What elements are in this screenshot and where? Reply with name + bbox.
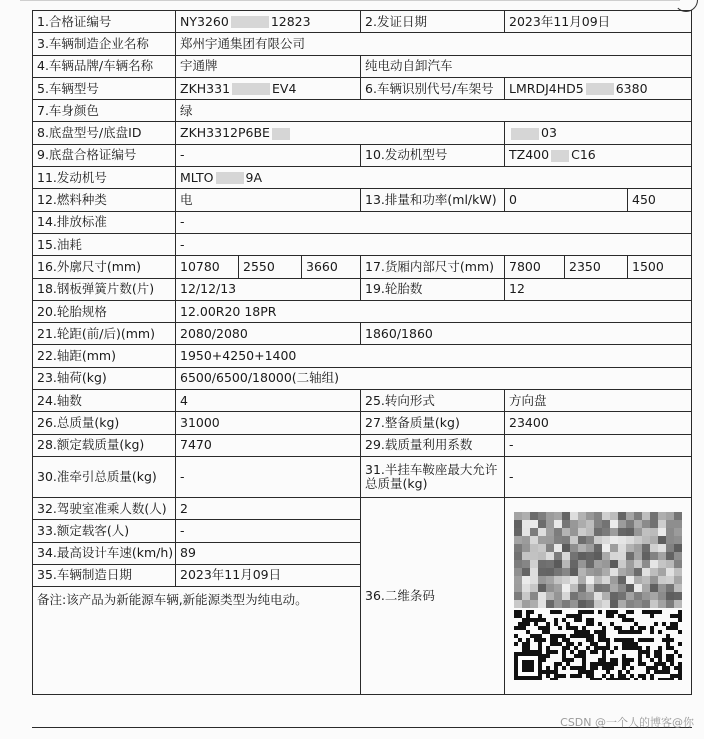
- label-outer-dims: 16.外廓尺寸(mm): [33, 256, 176, 278]
- label-rated-load: 28.额定载质量(kg): [33, 434, 176, 456]
- label-model: 5.车辆型号: [33, 77, 176, 99]
- row-11: [33, 167, 692, 189]
- label-axle-count: 24.轴数: [33, 390, 176, 412]
- value-tire-count: 12: [505, 278, 692, 300]
- value-issue-date: 2023年11月09日: [505, 11, 692, 33]
- redaction: [272, 128, 290, 140]
- value-cargo-height: 1500: [628, 256, 692, 278]
- redaction: [586, 83, 614, 95]
- value-body-color: 绿: [176, 100, 692, 122]
- value-track-front: 2080/2080: [176, 323, 361, 345]
- value-leaf-springs: 12/12/13: [176, 278, 361, 300]
- row-16: [33, 256, 692, 278]
- label-fuel-consumption: 15.油耗: [33, 233, 176, 255]
- redaction: [232, 83, 270, 95]
- row-20: [33, 300, 692, 322]
- label-steering: 25.转向形式: [361, 390, 505, 412]
- row-32: [33, 497, 692, 519]
- value-model: ZKH331 EV4: [176, 77, 361, 99]
- label-tire-spec: 20.轮胎规格: [33, 300, 176, 322]
- value-max-speed: 89: [176, 542, 361, 564]
- watermark: CSDN @一个人的博客@你: [560, 716, 694, 729]
- label-engine-no: 11.发动机号: [33, 167, 176, 189]
- row-21: [33, 323, 692, 345]
- value-power: 450: [628, 189, 692, 211]
- redaction: [216, 172, 244, 184]
- value-manufacturer: 郑州宇通集团有限公司: [176, 33, 692, 55]
- value-emission: -: [176, 211, 692, 233]
- row-22: [33, 345, 692, 367]
- label-issue-date: 2.发证日期: [361, 11, 505, 33]
- label-track: 21.轮距(前/后)(mm): [33, 323, 176, 345]
- label-chassis: 8.底盘型号/底盘ID: [33, 122, 176, 144]
- row-9: [33, 144, 692, 166]
- row-30: [33, 456, 692, 497]
- certificate-table: [32, 10, 692, 695]
- value-width: 2550: [239, 256, 302, 278]
- value-engine-no: MLTO 9A: [176, 167, 692, 189]
- value-brand: 宇通牌: [176, 55, 361, 77]
- value-fuel: 电: [176, 189, 361, 211]
- value-length: 10780: [176, 256, 239, 278]
- value-cargo-length: 7800: [505, 256, 565, 278]
- value-curb-mass: 23400: [505, 412, 692, 434]
- row-24: [33, 390, 692, 412]
- row-8: [33, 122, 692, 144]
- label-cab-seats: 32.驾驶室准乘人数(人): [33, 497, 176, 519]
- row-26: [33, 412, 692, 434]
- row-5: [33, 77, 692, 99]
- value-steering: 方向盘: [505, 390, 692, 412]
- value-cab-seats: 2: [176, 497, 361, 519]
- label-qr: 36.二维条码: [361, 497, 505, 694]
- label-manufacturer: 3.车辆制造企业名称: [33, 33, 176, 55]
- value-manufacture-date: 2023年11月09日: [176, 564, 361, 586]
- value-fuel-consumption: -: [176, 233, 692, 255]
- row-7: [33, 100, 692, 122]
- row-4: [33, 55, 692, 77]
- value-engine-model: TZ400 C16: [505, 144, 692, 166]
- row-28: [33, 434, 692, 456]
- label-passengers: 33.额定载客(人): [33, 520, 176, 542]
- label-wheelbase: 22.轴距(mm): [33, 345, 176, 367]
- label-emission: 14.排放标准: [33, 211, 176, 233]
- label-tow-mass: 30.准牵引总质量(kg): [33, 456, 176, 497]
- value-track-rear: 1860/1860: [361, 323, 692, 345]
- row-15: [33, 233, 692, 255]
- row-3: [33, 33, 692, 55]
- value-tire-spec: 12.00R20 18PR: [176, 300, 692, 322]
- label-leaf-springs: 18.钢板弹簧片数(片): [33, 278, 176, 300]
- redaction: [511, 128, 539, 140]
- qr-code-image: [514, 512, 682, 680]
- value-cargo-width: 2350: [565, 256, 628, 278]
- value-wheelbase: 1950+4250+1400: [176, 345, 692, 367]
- row-1: [33, 11, 692, 33]
- value-axle-count: 4: [176, 390, 361, 412]
- label-tire-count: 19.轮胎数: [361, 278, 505, 300]
- value-cert-no: NY3260 12823: [176, 11, 361, 33]
- value-saddle-mass: -: [505, 456, 692, 497]
- value-vin: LMRDJ4HD5 6380: [505, 77, 692, 99]
- label-curb-mass: 27.整备质量(kg): [361, 412, 505, 434]
- label-axle-load: 23.轴荷(kg): [33, 367, 176, 389]
- value-chassis-id: 03: [505, 122, 692, 144]
- label-body-color: 7.车身颜色: [33, 100, 176, 122]
- label-total-mass: 26.总质量(kg): [33, 412, 176, 434]
- value-height: 3660: [302, 256, 361, 278]
- redaction: [551, 150, 569, 162]
- row-18: [33, 278, 692, 300]
- value-tow-mass: -: [176, 456, 361, 497]
- label-engine-model: 10.发动机型号: [361, 144, 505, 166]
- label-displacement: 13.排量和功率(ml/kW): [361, 189, 505, 211]
- value-axle-load: 6500/6500/18000(二轴组): [176, 367, 692, 389]
- top-edge: [20, 0, 680, 9]
- label-chassis-cert: 9.底盘合格证编号: [33, 144, 176, 166]
- label-brand: 4.车辆品牌/车辆名称: [33, 55, 176, 77]
- value-vehicle-name: 纯电动自卸汽车: [361, 55, 692, 77]
- note-cell: 备注:该产品为新能源车辆,新能源类型为纯电动。: [33, 587, 361, 695]
- label-saddle-mass: 31.半挂车鞍座最大允许总质量(kg): [361, 456, 505, 497]
- label-vin: 6.车辆识别代号/车架号: [361, 77, 505, 99]
- label-cert-no: 1.合格证编号: [33, 11, 176, 33]
- label-fuel: 12.燃料种类: [33, 189, 176, 211]
- label-cargo-dims: 17.货厢内部尺寸(mm): [361, 256, 505, 278]
- value-total-mass: 31000: [176, 412, 361, 434]
- value-chassis-model: ZKH3312P6BE: [176, 122, 505, 144]
- value-chassis-cert: -: [176, 144, 361, 166]
- label-load-factor: 29.载质量利用系数: [361, 434, 505, 456]
- value-load-factor: -: [505, 434, 692, 456]
- label-manufacture-date: 35.车辆制造日期: [33, 564, 176, 586]
- row-23: [33, 367, 692, 389]
- row-14: [33, 211, 692, 233]
- row-12: [33, 189, 692, 211]
- value-rated-load: 7470: [176, 434, 361, 456]
- value-displacement: 0: [505, 189, 628, 211]
- value-passengers: -: [176, 520, 361, 542]
- redaction: [231, 16, 269, 28]
- label-max-speed: 34.最高设计车速(km/h): [33, 542, 176, 564]
- qr-cell: [505, 497, 692, 694]
